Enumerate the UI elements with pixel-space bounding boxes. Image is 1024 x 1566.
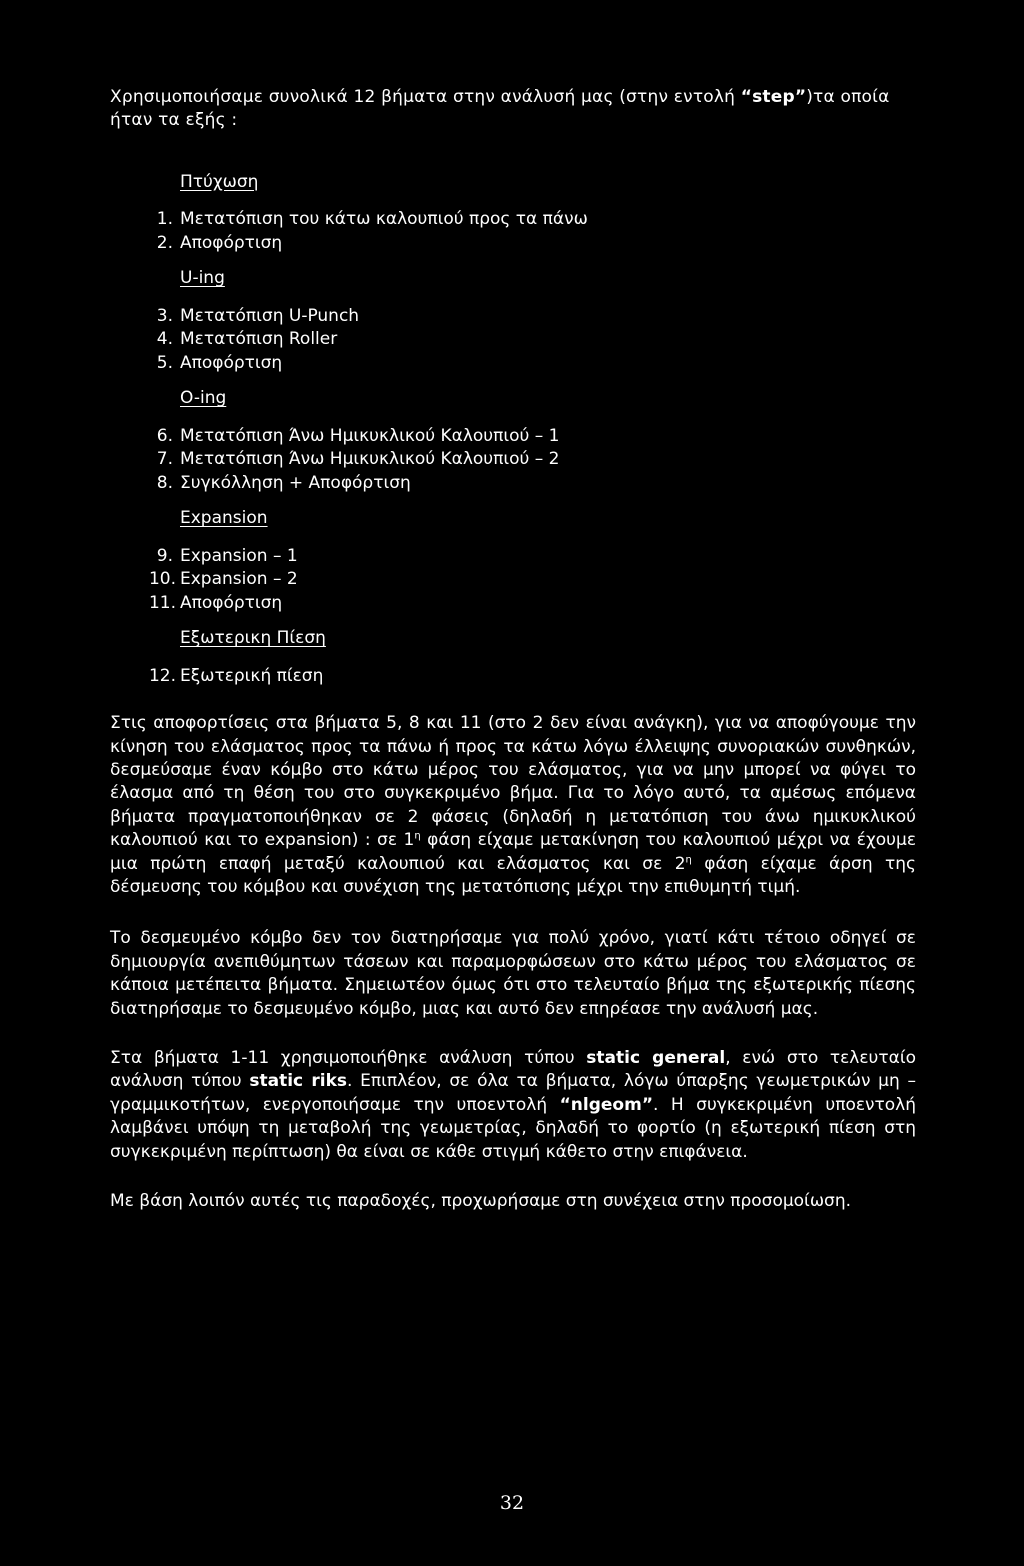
section-title: U-ing xyxy=(180,268,225,289)
superscript: η xyxy=(685,853,692,865)
section-title: Εξωτερικη Πίεση xyxy=(180,628,326,649)
intro-text: Χρησιμοποιήσαμε συνολικά 12 βήματα στην ανάλυσή μας (στην εντολή xyxy=(110,87,741,107)
list-item xyxy=(110,448,916,472)
paragraph-text: φάση είχαμε άρση της δέσμευσης του κόμβου και συνέχιση της μετατόπισης μέχρι την επιθυμητή τιμή. xyxy=(110,853,916,898)
step-number: 3. xyxy=(156,305,173,326)
section-title: Expansion xyxy=(180,508,268,529)
step-number: 2. xyxy=(156,232,173,253)
step-text: Εξωτερική πίεση xyxy=(180,665,324,686)
intro-paragraph xyxy=(110,86,916,133)
bold-term: “nlgeom” xyxy=(559,1094,653,1115)
list-item xyxy=(110,568,916,592)
paragraph-text: . Η συγκεκριμένη υποεντολή λαμβάνει υπόψη τη μεταβολή της γεωμετρίας, δηλαδή το φορτίο (η εξωτερική πίεση στη συγκεκριμένη περίπτωση) θα είναι σε κάθε στιγμή κάθετο στην επιφάνεια. xyxy=(110,1094,917,1162)
step-number: 8. xyxy=(156,472,173,493)
steps-list xyxy=(110,208,916,255)
list-item xyxy=(110,352,916,376)
section-external-pressure xyxy=(110,627,916,688)
section-folding xyxy=(110,171,916,255)
step-text: Αποφόρτιση xyxy=(180,232,283,253)
page-number: 32 xyxy=(499,1492,525,1514)
step-text: Expansion – 1 xyxy=(180,545,298,566)
step-number: 1. xyxy=(156,209,173,230)
paragraph-text: . Επιπλέον, σε όλα τα βήματα, λόγω ύπαρξης γεωμετρικών μη – γραμμικοτήτων, ενεργοποιήσαμε την υποεντολή xyxy=(110,1071,916,1115)
step-text: Αποφόρτιση xyxy=(180,352,283,373)
paragraph-text: φάση είχαμε μετακίνηση του καλουπιού μέχρι να έχουμε μια πρώτη επαφή μεταξύ καλουπιού και ελάσματος και σε 2 xyxy=(110,830,917,874)
list-item xyxy=(110,545,916,569)
step-number: 11. xyxy=(148,592,176,613)
steps-list xyxy=(110,665,916,689)
paragraph-conclusion: Με βάση λοιπόν αυτές τις παραδοχές, προχωρήσαμε στη συνέχεια στην προσομοίωση. xyxy=(110,1191,852,1212)
document-page xyxy=(110,86,916,1213)
bold-term: static riks xyxy=(249,1071,348,1092)
step-text: Μετατόπιση του κάτω καλουπιού προς τα πάνω xyxy=(180,209,588,230)
step-text: Expansion – 2 xyxy=(180,569,298,590)
list-item xyxy=(110,232,916,256)
list-item xyxy=(110,472,916,496)
steps-sections xyxy=(110,171,916,688)
list-item xyxy=(110,208,916,232)
steps-list xyxy=(110,425,916,496)
superscript: η xyxy=(414,830,421,842)
section-title: O-ing xyxy=(180,388,227,409)
step-text: Μετατόπιση Άνω Ημικυκλικού Καλουπιού – 2 xyxy=(180,449,560,470)
list-item xyxy=(110,665,916,689)
steps-list xyxy=(110,545,916,616)
step-number: 12. xyxy=(148,665,176,686)
list-item xyxy=(110,305,916,329)
paragraph-fixed-node: Το δεσμευμένο κόμβο δεν τον διατηρήσαμε για πολύ χρόνο, γιατί κάτι τέτοιο οδηγεί σε δημιουργία ανεπιθύμητων τάσεων και παραμορφώσεων στο κάτω μέρος του ελάσματος σε κάποια μετέπειτα βήματα. Σημειωτέον όμως ότι στο τελευταίο βήμα της εξωτερικής πίεσης διατηρήσαμε το δεσμευμένο κόμβο, μιας και αυτό δεν επηρέασε την ανάλυσή μας. xyxy=(110,928,916,1019)
steps-list xyxy=(110,305,916,376)
paragraph-text: Στις αποφορτίσεις στα βήματα 5, 8 και 11 (στο 2 δεν είναι ανάγκη), για να αποφύγουμε την κίνηση του ελάσματος προς τα πάνω ή προς τα κάτω λόγω έλλειψης συνοριακών συνθηκών, δεσμεύσαμε έναν κόμβο στο κάτω μέρος του ελάσματος, για να μην μπορεί να φύγει το έλασμα από τη θέση του στο συγκεκριμένο βήμα. Για το λόγο αυτό, τα αμέσως επόμενα βήματα πραγματοποιήθηκαν σε 2 φάσεις (δηλαδή η μετατόπιση του άνω ημικυκλικού καλουπιού και το expansion) : σε 1 xyxy=(110,713,916,851)
step-text: Μετατόπιση U-Punch xyxy=(180,305,360,326)
step-number: 6. xyxy=(156,425,173,446)
step-number: 5. xyxy=(156,352,173,373)
section-expansion xyxy=(110,507,916,615)
list-item xyxy=(110,328,916,352)
list-item xyxy=(110,592,916,616)
section-u-ing xyxy=(110,267,916,375)
section-title: Πτύχωση xyxy=(180,171,259,192)
paragraph-text: Στα βήματα 1-11 χρησιμοποιήθηκε ανάλυση τύπου xyxy=(110,1048,587,1069)
bold-term: static general xyxy=(586,1048,726,1069)
step-number: 4. xyxy=(156,329,173,350)
step-text: Συγκόλληση + Αποφόρτιση xyxy=(180,472,411,493)
step-number: 10. xyxy=(148,569,176,590)
step-text: Μετατόπιση Άνω Ημικυκλικού Καλουπιού – 1 xyxy=(180,425,560,446)
list-item xyxy=(110,425,916,449)
paragraph-text: , ενώ στο τελευταίο ανάλυση τύπου xyxy=(110,1048,916,1092)
section-o-ing xyxy=(110,387,916,495)
intro-text-end: )τα οποία ήταν τα εξής : xyxy=(110,87,890,131)
paragraph-unloading xyxy=(110,712,916,899)
intro-command: “step” xyxy=(740,87,807,107)
paragraph-analysis-type xyxy=(110,1047,916,1164)
step-text: Αποφόρτιση xyxy=(180,592,283,613)
step-number: 9. xyxy=(156,545,173,566)
step-text: Μετατόπιση Roller xyxy=(180,329,338,350)
step-number: 7. xyxy=(156,449,173,470)
